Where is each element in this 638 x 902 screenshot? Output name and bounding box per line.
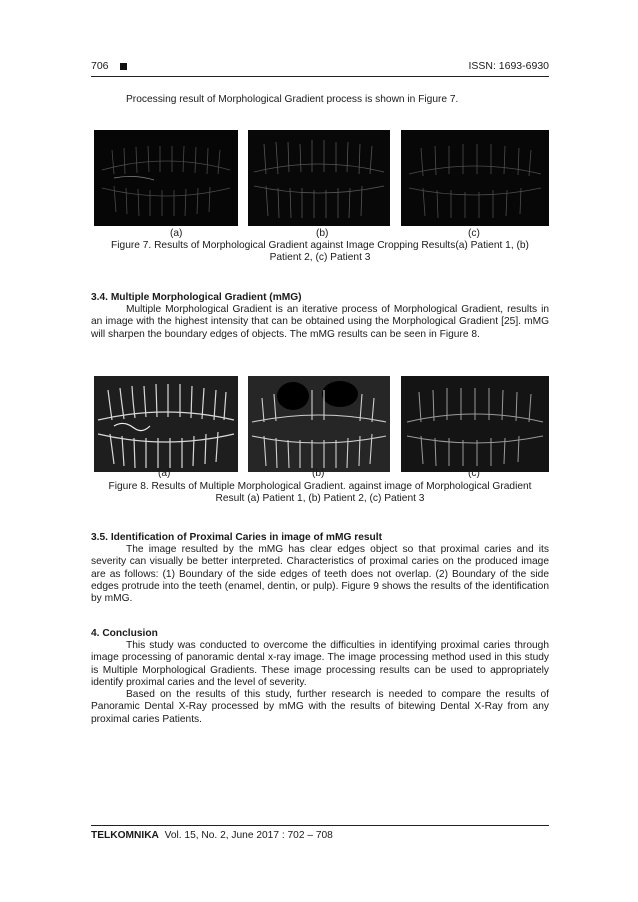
figure-7a-image: [94, 130, 238, 226]
figure-7: [91, 130, 549, 226]
figure-7b-image: [248, 130, 390, 226]
figure-8-label-a: (a): [158, 468, 171, 479]
figure-8b-image: [248, 376, 390, 472]
journal-name: TELKOMNIKA: [91, 830, 159, 841]
figure-8-caption: Figure 8. Results of Multiple Morphological Gradient. against image of Morphological Gradient Result (a) Patient 1, (b) Patient 2, (c) Patient 3: [108, 481, 532, 505]
conclusion-paragraph-2: Based on the results of this study, further research is needed to compare the results of Panoramic Dental X-Ray processed by mMG with the results of bitewing Dental X-Ray from any proximal caries Patients.: [91, 689, 549, 725]
section-4-heading: 4. Conclusion: [91, 628, 158, 639]
figure-8-label-b: (b): [312, 468, 325, 479]
page-header: [91, 60, 549, 77]
square-bullet-icon: [120, 63, 127, 70]
section-3-4-heading: 3.4. Multiple Morphological Gradient (mMG): [91, 292, 302, 303]
section-3-5-body: The image resulted by the mMG has clear edges object so that proximal caries and its severity can visually be better interpreted. Characteristics of proximal caries on the produced image are as follows: (1) Boundary of the side edges of teeth does not overlap. (2) Boundary of the side edges protrude into the teeth (enamel, dentin, or pulp). Figure 9 shows the results of the identification by mMG.: [91, 544, 549, 605]
journal-details: Vol. 15, No. 2, June 2017 : 702 – 708: [164, 830, 333, 841]
conclusion-paragraph-1: This study was conducted to overcome the difficulties in identifying proximal caries through image processing of panoramic dental x-ray image. The image processing method used in this study is Multiple Morphological Gradients. These image processing results can be used to appropriately identify proximal caries and the level of severity.: [91, 640, 549, 688]
section-3-4-body: Multiple Morphological Gradient is an iterative process of Morphological Gradient, results in an image with the highest intensity that can be obtained using the Morphological Gradient [25]. mMG will sharpen the boundary edges of objects. The mMG results can be seen in Figure 8.: [91, 304, 549, 340]
issn: ISSN: 1693-6930: [468, 60, 549, 72]
page-number: 706: [91, 60, 109, 72]
figure-8a-image: [94, 376, 238, 472]
figure-8-sublabels: [91, 468, 549, 481]
figure-7-label-a: (a): [170, 228, 183, 239]
figure-7-label-c: (c): [468, 228, 480, 239]
figure-7c-image: [401, 130, 549, 226]
figure-8c-image: [401, 376, 549, 472]
intro-paragraph: Processing result of Morphological Gradient process is shown in Figure 7.: [126, 94, 459, 105]
section-4-body: [91, 640, 549, 726]
page-footer: [91, 825, 549, 841]
figure-8: [91, 376, 549, 472]
figure-7-label-b: (b): [316, 228, 329, 239]
figure-7-caption: Figure 7. Results of Morphological Gradient against Image Cropping Results(a) Patient 1, (b) Patient 2, (c) Patient 3: [111, 240, 529, 264]
figure-8-label-c: (c): [468, 468, 480, 479]
section-3-5-heading: 3.5. Identification of Proximal Caries in image of mMG result: [91, 532, 382, 543]
